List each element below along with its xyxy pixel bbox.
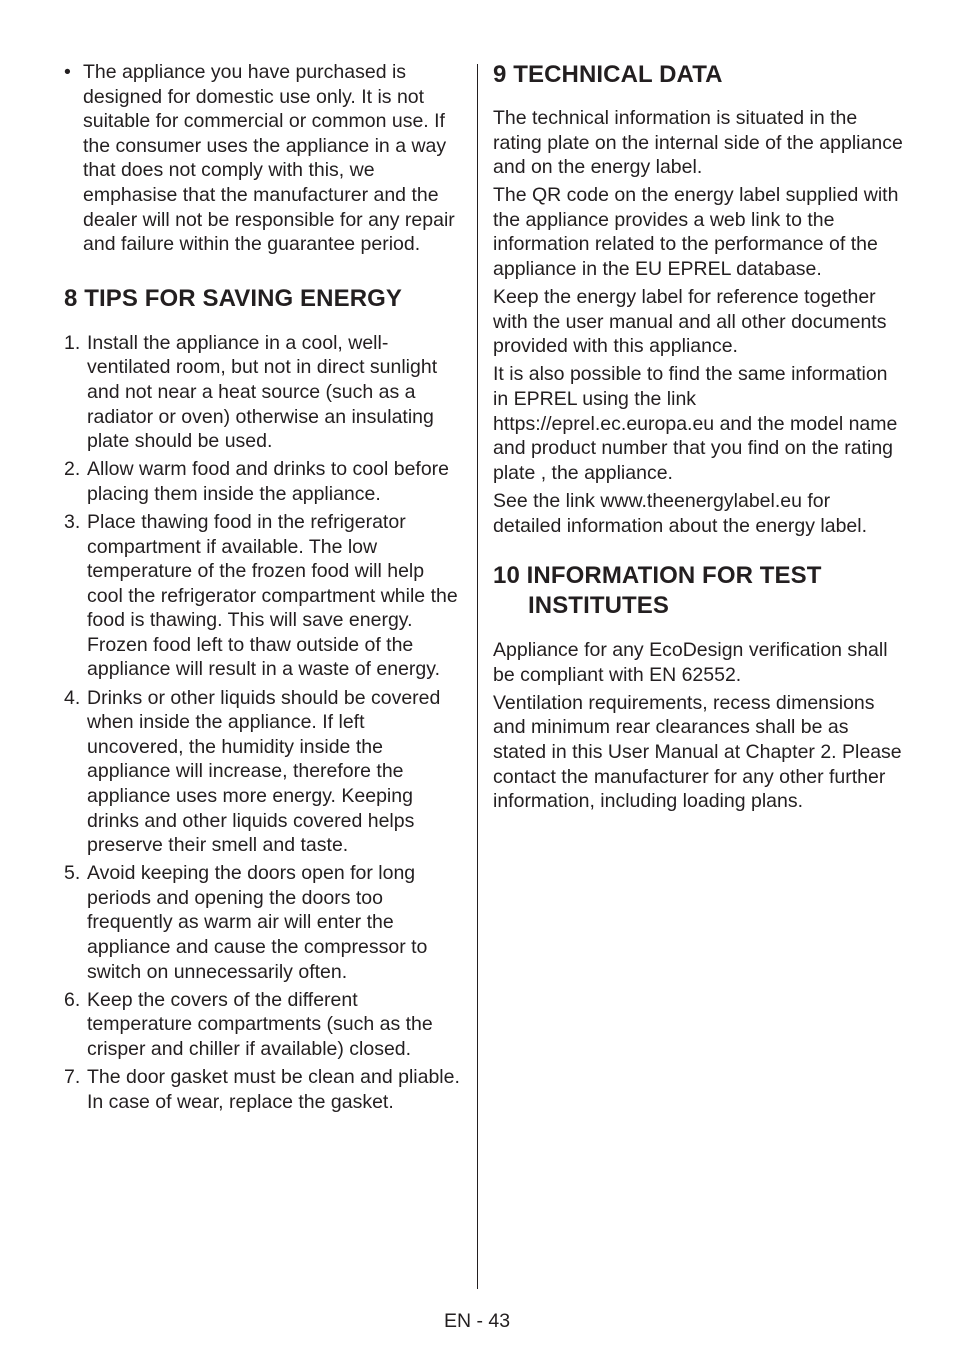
- paragraph: Keep the energy label for reference together with the user manual and all other documents provided with this appliance.: [493, 286, 887, 358]
- section-8-heading: 8 TIPS FOR SAVING ENERGY: [64, 284, 403, 312]
- list-item-text: Install the appliance in a cool, well-ventilated room, but not in direct sunlight and not near a heat source (such as a radiator or oven) otherwise an insulating plate should be used.: [87, 331, 438, 453]
- list-item: [64, 861, 464, 984]
- list-item: [64, 457, 464, 506]
- list-number: 1.: [64, 331, 81, 354]
- energy-tips-list: [64, 331, 464, 1114]
- column-divider: [477, 64, 478, 1289]
- intro-bullet: [64, 60, 464, 257]
- list-item-text: Avoid keeping the doors open for long periods and opening the doors too frequently as warm air will enter the appliance and cause the compressor to switch on unnecessarily often.: [87, 862, 428, 983]
- paragraph: The QR code on the energy label supplied with the appliance provides a web link to the information related to the performance of the appliance in the EU EPREL database.: [493, 184, 899, 281]
- list-number: 2.: [64, 458, 81, 481]
- list-number: 6.: [64, 988, 81, 1011]
- list-item-text: The door gasket must be clean and pliable. In case of wear, replace the gasket.: [87, 1065, 460, 1113]
- paragraph: The technical information is situated in the rating plate on the internal side of the appliance and on the energy label.: [493, 107, 903, 179]
- left-column: [64, 60, 464, 1118]
- list-item-text: Place thawing food in the refrigerator compartment if available. The low temperature of the frozen food will help cool the refrigerator compartment while the food is thawing. This will save energy. Frozen food left to thaw outside of the appliance will result in a waste of energy.: [87, 510, 458, 681]
- intro-bullet-text: The appliance you have purchased is designed for domestic use only. It is not suitable for commercial or common use. If the consumer uses the appliance in a way that does not comply with this, we emphasise that the manufacturer and the dealer will not be responsible for any repair and failure within the guarantee period.: [83, 61, 455, 256]
- list-number: 7.: [64, 1065, 81, 1088]
- section-10-heading: 10 INFORMATION FOR TEST INSTITUTES: [493, 562, 822, 620]
- list-item: [64, 686, 464, 858]
- list-number: 3.: [64, 510, 81, 533]
- section-9-heading: 9 TECHNICAL DATA: [493, 61, 723, 88]
- paragraph: Ventilation requirements, recess dimensions and minimum rear clearances shall be as stated in this User Manual at Chapter 2. Please contact the manufacturer for any other further information, including loading plans.: [493, 691, 902, 813]
- paragraph: See the link www.theenergylabel.eu for detailed information about the energy label.: [493, 489, 868, 537]
- list-item: [64, 1065, 464, 1114]
- paragraph: It is also possible to find the same information in EPREL using the link https://eprel.ec.europa.eu and the model name and product number that you find on the rating plate , the appliance.: [493, 363, 898, 484]
- list-number: 5.: [64, 862, 81, 885]
- list-item-text: Allow warm food and drinks to cool before placing them inside the appliance.: [87, 458, 450, 505]
- list-number: 4.: [64, 686, 81, 709]
- list-item-text: Drinks or other liquids should be covered when inside the appliance. If left uncovered, the humidity inside the appliance will increase, therefore the appliance uses more energy. Keeping drinks and other liquids covered helps preserve their smell and taste.: [87, 686, 441, 857]
- bullet-marker: •: [64, 61, 71, 83]
- list-item: [64, 331, 464, 454]
- list-item: [64, 510, 464, 682]
- paragraph: Appliance for any EcoDesign verification shall be compliant with EN 62552.: [493, 639, 888, 686]
- list-item-text: Keep the covers of the different temperature compartments (such as the crisper and chiller if available) closed.: [87, 988, 433, 1060]
- right-column: [493, 60, 903, 817]
- page-number: EN - 43: [443, 1310, 511, 1332]
- list-item: [64, 988, 464, 1062]
